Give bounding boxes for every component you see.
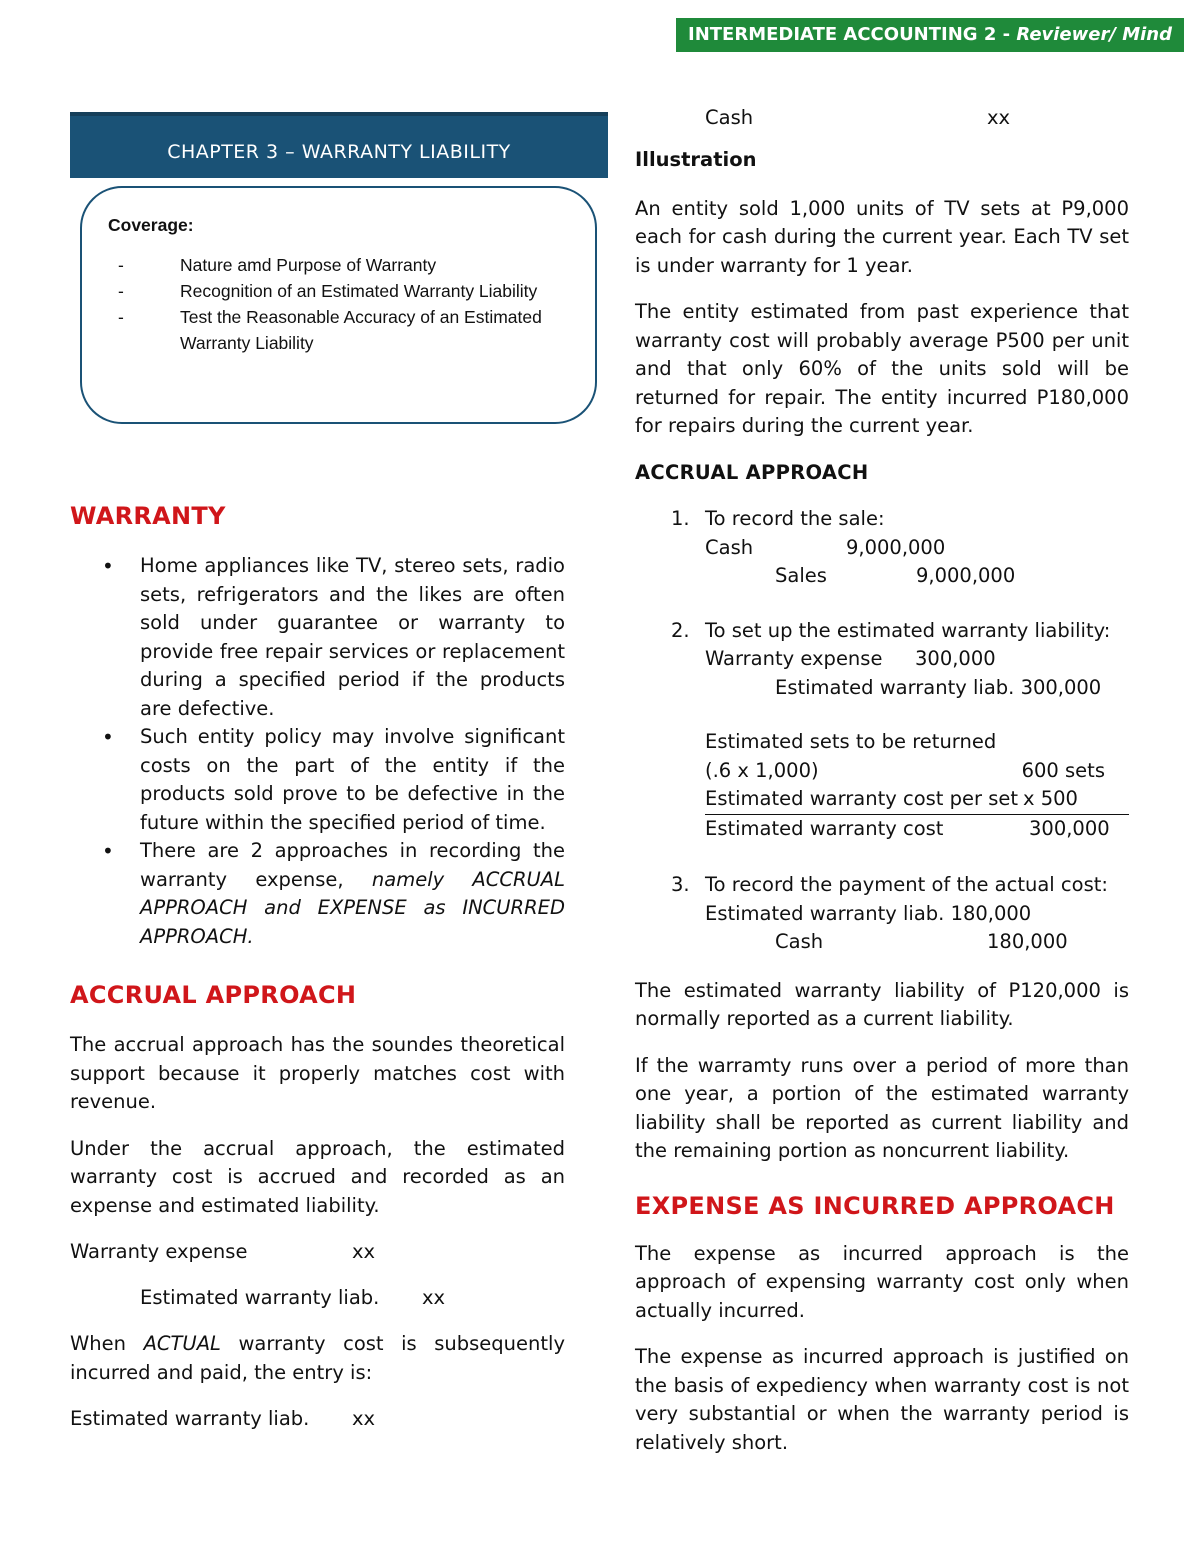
expense-incurred-heading: EXPENSE AS INCURRED APPROACH [635, 1191, 1115, 1220]
step-label: To record the payment of the actual cost: [705, 873, 1108, 896]
course-title: INTERMEDIATE ACCOUNTING 2 - [688, 24, 1017, 45]
step-2 [635, 617, 1129, 703]
account-name: Cash [775, 930, 824, 953]
illustration-heading: Illustration [635, 148, 757, 171]
account-name: Estimated warranty liab. [140, 1286, 380, 1309]
accrual-paragraph: Under the accrual approach, the estimated warranty cost is accrued and recorded as an expense and estimated liability. [70, 1136, 565, 1217]
amount: xx [352, 1407, 376, 1430]
calc-row [705, 757, 1129, 786]
expense-incurred-paragraph: The expense as incurred approach is the approach of expensing warranty cost only when actually incurred. [635, 1241, 1129, 1322]
amount: xx [352, 1240, 376, 1263]
account-name: Cash [705, 535, 754, 559]
amount: xx [422, 1286, 446, 1309]
course-header-banner [676, 18, 1184, 52]
right-column [635, 104, 1129, 1475]
warranty-heading: WARRANTY [70, 502, 226, 530]
amount: 180,000 [987, 930, 1068, 953]
calc-label: (.6 x 1,000) [705, 758, 819, 782]
calc-label: Estimated warranty cost per set [705, 787, 1019, 810]
calc-label: Estimated warranty cost [705, 816, 944, 840]
illustration-paragraph: The entity estimated from past experience that warranty cost will probably average P500 per unit and that only 60% of the units sold will be returned for repair. The entity incurred P180,000 for repairs during the current year. [635, 300, 1129, 437]
step-3 [635, 871, 1129, 957]
illustration-paragraph: An entity sold 1,000 units of TV sets at P9,000 each for cash during the current year. Each TV set is under warranty for 1 year. [635, 196, 1129, 277]
calc-row: Estimated sets to be returned [705, 730, 997, 753]
coverage-item: - Test the Reasonable Accuracy of an Estimated Warranty Liability [108, 304, 569, 356]
account-name: Estimated warranty liab. [705, 901, 945, 925]
journal-entry-credit [70, 1284, 565, 1312]
step-number: 1. [671, 507, 690, 530]
coverage-item: - Recognition of an Estimated Warranty Liability [108, 278, 569, 304]
journal-entry-debit [70, 1238, 565, 1266]
warranty-cost-calculation [635, 728, 1129, 843]
calc-row [705, 815, 1129, 844]
warranty-bullets [70, 552, 565, 951]
coverage-title: Coverage: [108, 215, 194, 235]
illustration-paragraph: If the warramty runs over a period of more than one year, a portion of the estimated warranty liability shall be reported as current liability and the remaining portion as noncurrent liability. [635, 1053, 1129, 1162]
coverage-list [108, 252, 569, 356]
warranty-bullet: • Such entity policy may involve significant costs on the part of the entity if the products sold prove to be defective in the future within the specified period of time. [70, 723, 565, 837]
left-column [70, 496, 565, 1451]
accrual-paragraph [70, 1330, 565, 1387]
text: When [70, 1332, 144, 1355]
account-name: Cash [705, 106, 754, 129]
expense-incurred-paragraph: The expense as incurred approach is justified on the basis of expediency when warranty cost is not very substantial or when the warranty period is relatively short. [635, 1345, 1129, 1454]
journal-entry-credit [635, 104, 1129, 132]
account-name: Warranty expense [705, 647, 883, 670]
account-name: Warranty expense [70, 1240, 248, 1263]
amount: xx [987, 106, 1011, 129]
calc-value: 600 sets [1021, 758, 1105, 782]
step-1 [635, 505, 1129, 591]
amount: 300,000 [1020, 675, 1102, 699]
accrual-approach-subheading: ACCRUAL APPROACH [635, 460, 869, 484]
amount: 300,000 [915, 647, 996, 670]
account-name: Estimated warranty liab. [775, 675, 1015, 699]
chapter-title: CHAPTER 3 – WARRANTY LIABILITY [70, 112, 608, 178]
amount: 9,000,000 [846, 535, 946, 559]
warranty-bullet: • Home appliances like TV, stereo sets, radio sets, refrigerators and the likes are often sold under guarantee or warranty to provide free repair services or replacement during a specified period if the products are defective. [70, 552, 565, 723]
amount: 180,000 [950, 901, 1032, 925]
coverage-box [80, 186, 597, 424]
course-subtitle: Reviewer/ Mind [1016, 24, 1172, 45]
warranty-bullet [70, 837, 565, 951]
account-name: Sales [775, 564, 827, 587]
journal-entry-debit [70, 1405, 565, 1433]
calc-value: x 500 [1023, 787, 1078, 810]
calc-row [705, 785, 1129, 815]
step-number: 2. [671, 618, 690, 642]
amount: 9,000,000 [916, 564, 1016, 587]
step-label: To set up the estimated warranty liability: [705, 618, 1111, 642]
coverage-item: - Nature amd Purpose of Warranty [108, 252, 569, 278]
text: warranty cost is subsequently incurred and paid, the entry is: [70, 1332, 565, 1384]
accrual-paragraph: The accrual approach has the soundes theoretical support because it properly matches cost with revenue. [70, 1033, 565, 1113]
calc-value: 300,000 [1029, 816, 1110, 840]
step-number: 3. [671, 873, 690, 896]
accrual-heading: ACCRUAL APPROACH [70, 981, 357, 1009]
bullet-text-italic: namely ACCRUAL APPROACH and EXPENSE as INCURRED APPROACH. [140, 867, 566, 948]
illustration-paragraph: The estimated warranty liability of P120,000 is normally reported as a current liability. [635, 978, 1129, 1030]
account-name: Estimated warranty liab. [70, 1407, 310, 1430]
text-italic: ACTUAL [143, 1332, 221, 1355]
bullet-text: There are 2 approaches in recording the warranty expense, [140, 839, 565, 891]
step-label: To record the sale: [705, 507, 885, 530]
